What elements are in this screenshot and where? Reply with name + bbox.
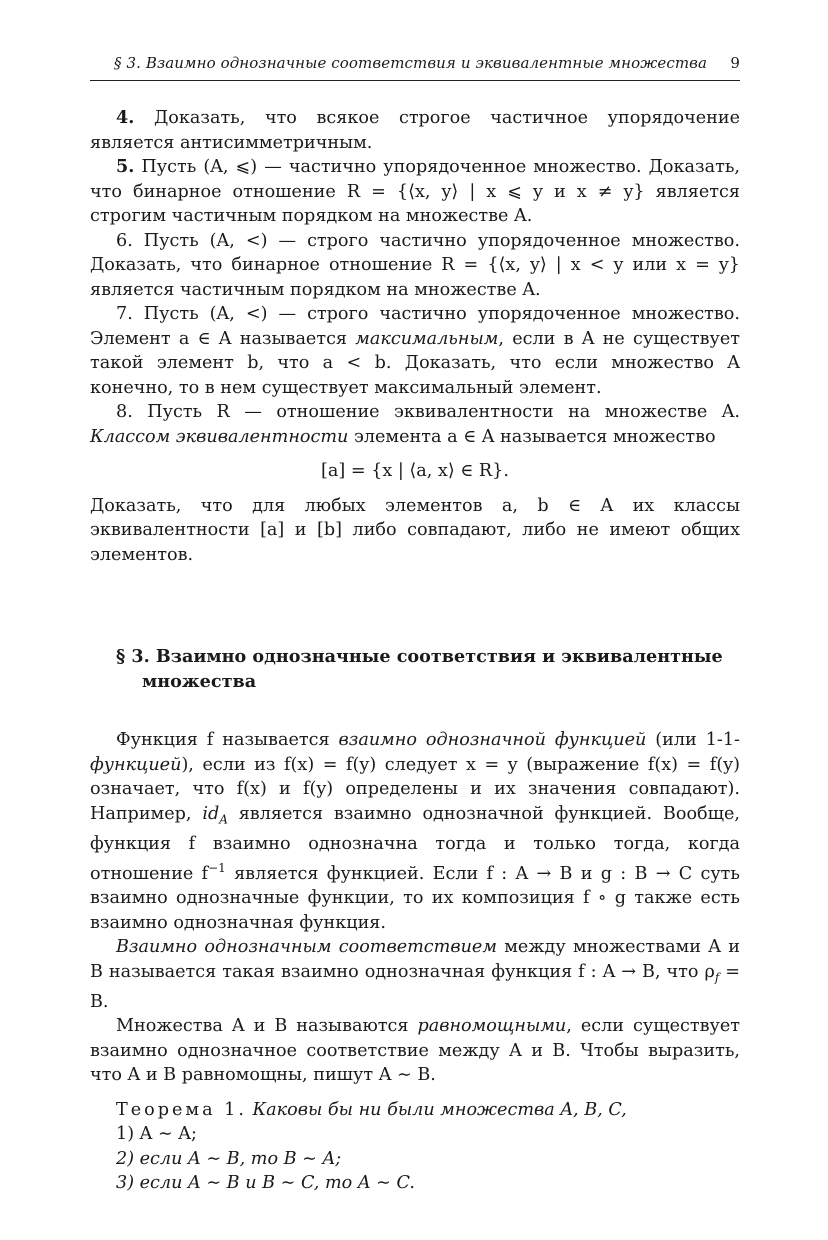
p1-inverse-superscript: −1 <box>208 861 226 876</box>
p1-text-d: является взаимно однозначной функцией. Вообще, функция f взаимно однозначна тогда и только тогда, когда отношение f <box>90 803 740 884</box>
p2-text-b: = B. <box>90 961 740 1012</box>
p2-text-a: между множествами A и B называется такая взаимно однозначная функция f : A → B, что ρ <box>90 937 740 982</box>
exercise-7-term: максимальным <box>355 328 499 349</box>
section-mark: § 3. <box>116 646 150 667</box>
exercise-8-continuation: Доказать, что для любых элементов a, b ∈ A их классы эквивалентности [a] и [b] либо совпадают, либо не имеют общих элементов. <box>90 495 740 565</box>
p1-term-injective: взаимно однозначной функцией <box>338 730 647 750</box>
header-rule <box>90 80 740 81</box>
exercise-7-after: , если в A не существует такой элемент b, что a < b. Доказать, что если множество A конечно, то в нем существует максимальный элемент. <box>90 328 740 398</box>
page-number: 9 <box>730 54 740 72</box>
exercise-7 <box>90 302 740 400</box>
paragraph-definition-injective <box>90 728 740 935</box>
paragraph-definition-equipotent <box>90 1014 740 1088</box>
exercise-8-before: 8. Пусть R — отношение эквивалентности на множестве A. <box>116 402 740 422</box>
section-heading <box>90 645 740 694</box>
p3-text-a: Множества A и B называются <box>116 1016 418 1037</box>
theorem-statement: Каковы бы ни были множества A, B, C, <box>246 1099 627 1120</box>
theorem-1 <box>90 1098 740 1123</box>
exercise-4 <box>90 106 740 155</box>
exercise-6: 6. Пусть (A, <) — строго частично упорядоченное множество. Доказать, что бинарное отношение R = {⟨x, y⟩ | x < y или x = y} является частичным порядком на множестве A. <box>90 230 740 300</box>
exercise-8-after: элемента a ∈ A называется множество <box>348 426 716 447</box>
p1-id-subscript: A <box>219 812 228 827</box>
theorem-item-3: 3) если A ∼ B и B ∼ C, то A ∼ C. <box>116 1173 415 1194</box>
exercise-7-before: 7. Пусть (A, <) — строго частично упорядоченное множество. Элемент a ∈ A называется <box>90 304 740 349</box>
p2-subscript: f <box>714 970 720 985</box>
exercise-5-text: Пусть (A, ⩽) — частично упорядоченное множество. Доказать, что бинарное отношение R = {⟨x, y⟩ | x ⩽ y и x ≠ y} является строгим частичным порядком на множестве A. <box>90 157 740 226</box>
running-header <box>90 54 740 80</box>
exercise-5 <box>90 155 740 229</box>
theorem-item-1: 1) A ∼ A; <box>116 1124 197 1145</box>
p1-term-function: функцией <box>90 754 182 775</box>
theorem-label: Теорема 1. <box>116 1099 247 1120</box>
exercise-4-text: Доказать, что всякое строгое частичное упорядочение является антисимметричным. <box>90 108 740 153</box>
page-body <box>90 106 740 1196</box>
equivalence-class-formula: [a] = {x | ⟨a, x⟩ ∈ R}. <box>321 461 509 481</box>
p1-text-c: ), если из f(x) = f(y) следует x = y (выражение f(x) = f(y) означает, что f(x) и f(y) определены и их значения совпадают). Например, <box>90 754 740 824</box>
exercise-4-number: 4. <box>116 107 135 128</box>
p1-text-b: (или 1-1- <box>646 730 740 750</box>
p1-id: id <box>202 803 220 824</box>
theorem-item-2: 2) если A ∼ B, то B ∼ A; <box>116 1148 342 1169</box>
p2-term: Взаимно однозначным соответствием <box>116 937 497 958</box>
exercise-8-term: Классом эквивалентности <box>90 426 349 447</box>
paragraph-definition-correspondence <box>90 935 740 1014</box>
section-title: Взаимно однозначные соответствия и эквивалентные множества <box>142 646 723 692</box>
p3-text-b: , если существует взаимно однозначное соответствие между A и B. Чтобы выразить, что A и B равномощны, пишут A ∼ B. <box>90 1016 740 1086</box>
p1-text-a: Функция f называется <box>116 730 339 750</box>
p3-term: равномощными <box>417 1016 567 1037</box>
running-header-title: § 3. Взаимно однозначные соответствия и эквивалентные множества <box>114 54 708 72</box>
exercise-5-number: 5. <box>116 156 135 177</box>
p1-text-e: является функцией. Если f : A → B и g : B → C суть взаимно однозначные функции, то их композиция f ∘ g также есть взаимно однозначная функция. <box>90 863 740 933</box>
exercise-8 <box>90 400 740 449</box>
